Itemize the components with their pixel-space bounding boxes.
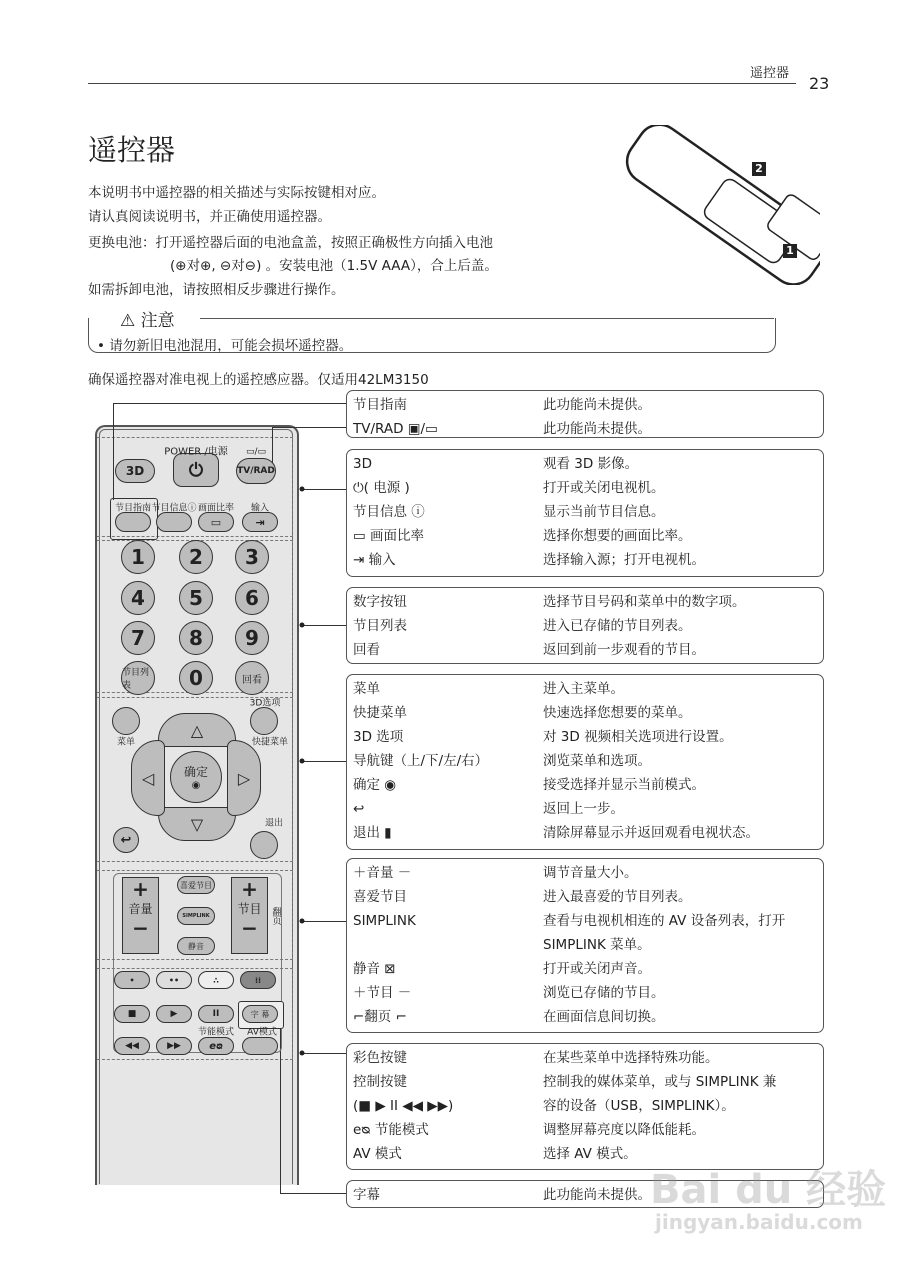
key-name: (■ ▶ II ◀◀ ▶▶) — [353, 1098, 454, 1114]
input-button[interactable] — [242, 512, 278, 532]
play-icon: ▶ — [170, 1009, 178, 1019]
connector-dot — [300, 487, 305, 492]
key-name: ＋音量 － — [353, 865, 412, 881]
table-row — [353, 524, 823, 548]
right-arrow-icon: ▷ — [237, 768, 251, 788]
table-power — [346, 449, 824, 577]
exit-button[interactable] — [250, 831, 278, 859]
input-icon: ⇥ — [255, 515, 265, 529]
connector-line — [272, 427, 346, 428]
key-name: 确定 ◉ — [353, 777, 397, 793]
key-name: 菜单 — [353, 681, 380, 697]
stop-icon: ■ — [127, 1009, 137, 1019]
tv-rad-button[interactable]: TV/RAD — [236, 458, 276, 484]
warning-icon: ⚠ — [120, 311, 141, 331]
key-description: 显示当前节目信息。 — [543, 504, 665, 520]
key-description: 进入主菜单。 — [543, 681, 624, 697]
table-row — [353, 417, 823, 441]
key-name: 静音 ⊠ — [353, 961, 396, 977]
number-button-5[interactable]: 5 — [179, 581, 213, 615]
caution-rule — [200, 318, 774, 319]
table-row — [353, 725, 823, 749]
table-control — [346, 1043, 824, 1170]
caution-title: 注意 — [140, 311, 175, 331]
connector-dot — [300, 1051, 305, 1056]
power-button[interactable] — [173, 453, 219, 487]
connector-line — [113, 403, 346, 404]
connector-dot — [300, 623, 305, 628]
nav-right-button[interactable] — [227, 740, 261, 816]
key-description: 对 3D 视频相关选项进行设置。 — [543, 729, 733, 745]
table-row — [353, 677, 823, 701]
header-rule — [88, 83, 796, 84]
info-label: 节目信息ⓘ — [151, 503, 197, 514]
fast-forward-button[interactable] — [156, 1037, 192, 1055]
key-description: 选择输入源；打开电视机。 — [543, 552, 705, 568]
pause-icon: II — [212, 1009, 220, 1019]
key-description: 此功能尚未提供。 — [543, 397, 651, 413]
connector-dot — [300, 919, 305, 924]
ratio-label: 画面比率 — [197, 503, 235, 514]
connector-line — [302, 1053, 346, 1054]
table-navigation — [346, 674, 824, 850]
table-row — [353, 981, 823, 1005]
guide-label: 节目指南 — [114, 503, 152, 514]
key-name: 退出 ▮ — [353, 825, 392, 841]
ok-dot-icon: ◉ — [191, 780, 201, 791]
table-row — [353, 1005, 823, 1029]
header-section: 遥控器 — [750, 66, 790, 81]
av-mode-label: AV模式 — [247, 1027, 277, 1038]
key-name: 节目列表 — [353, 618, 407, 634]
key-name: TV/RAD ▣/▭ — [353, 421, 438, 437]
key-name: AV 模式 — [353, 1146, 402, 1162]
watermark-url: jingyan.baidu.com — [655, 1210, 863, 1234]
guide-button[interactable] — [115, 512, 151, 532]
table-row — [353, 500, 823, 524]
volume-rocker[interactable]: + 音量 − — [122, 877, 159, 954]
down-arrow-icon: ▽ — [190, 814, 204, 834]
table-row — [353, 1094, 823, 1118]
table-row — [353, 476, 823, 500]
table-row — [353, 861, 823, 885]
menu-button[interactable] — [112, 707, 140, 735]
ok-label: 确定 — [183, 765, 208, 779]
nav-up-button[interactable] — [158, 713, 236, 747]
table-row — [353, 638, 823, 662]
connector-line — [302, 761, 346, 762]
table-volume — [346, 858, 824, 1033]
left-arrow-icon: ◁ — [141, 768, 155, 788]
table-row — [353, 1070, 823, 1094]
connector-line — [302, 489, 346, 490]
number-button-4[interactable]: 4 — [121, 581, 155, 615]
flashback-button[interactable]: 回看 — [235, 661, 269, 695]
key-description: 选择节目号码和菜单中的数字项。 — [543, 594, 746, 610]
caution-heading — [120, 306, 175, 331]
fast-forward-icon: ▶▶ — [167, 1041, 181, 1051]
input-label: 输入 — [250, 503, 270, 514]
simplink-button[interactable]: SIMPLINK — [177, 907, 215, 925]
table-numbers — [346, 587, 824, 664]
number-button-0[interactable]: 0 — [179, 661, 213, 695]
table-row — [353, 393, 823, 417]
key-description: 查看与电视机相连的 AV 设备列表，打开 — [543, 913, 786, 929]
key-description: 调整屏幕亮度以降低能耗。 — [543, 1122, 705, 1138]
number-button-9[interactable]: 9 — [235, 621, 269, 655]
key-description: 打开或关闭电视机。 — [543, 480, 665, 496]
table-row — [353, 957, 823, 981]
table-row — [353, 1046, 823, 1070]
favorite-button[interactable]: 喜爱节目 — [177, 876, 215, 894]
key-name: ＋节目 － — [353, 985, 412, 1001]
table-row — [353, 749, 823, 773]
exit-label: 退出 — [264, 818, 284, 829]
key-name: 字幕 — [353, 1187, 380, 1203]
menu-label: 菜单 — [116, 737, 136, 748]
key-name — [353, 933, 543, 957]
number-button-6[interactable]: 6 — [235, 581, 269, 615]
key-description: 快速选择您想要的菜单。 — [543, 705, 692, 721]
intro-line: 更换电池：打开遥控器后面的电池盒盖，按照正确极性方向插入电池 — [88, 235, 493, 251]
key-description: 在某些菜单中选择特殊功能。 — [543, 1050, 719, 1066]
av-mode-button[interactable] — [242, 1037, 278, 1055]
pause-button[interactable] — [198, 1005, 234, 1023]
rewind-icon: ◀◀ — [125, 1041, 139, 1051]
key-name: ↩ — [353, 801, 365, 817]
key-name: ⇥ 输入 — [353, 552, 396, 568]
red-button[interactable]: • — [114, 971, 150, 989]
step-1-badge: 1 — [783, 244, 797, 258]
ok-button[interactable] — [170, 751, 222, 803]
key-description: 此功能尚未提供。 — [543, 1187, 651, 1203]
yellow-button[interactable]: ∴ — [198, 971, 234, 989]
page-number: 23 — [809, 74, 830, 93]
quick-menu-label: 快捷菜单 — [251, 737, 289, 748]
key-description: 观看 3D 影像。 — [543, 456, 639, 472]
key-name: 3D — [353, 456, 372, 472]
table-row — [353, 773, 823, 797]
key-description: 容的设备（USB，SIMPLINK）。 — [543, 1098, 735, 1114]
channel-label: 节目 — [237, 902, 262, 916]
tv-radio-icon: ▭/▭ — [245, 447, 267, 457]
key-description: 返回上一步。 — [543, 801, 624, 817]
intro-line: 请认真阅读说明书，并正确使用遥控器。 — [88, 209, 331, 225]
key-name: eᴓ 节能模式 — [353, 1122, 429, 1138]
back-button[interactable] — [113, 827, 139, 853]
key-description: SIMPLINK 菜单。 — [543, 937, 651, 953]
blue-button[interactable]: ⁞⁞ — [240, 971, 276, 989]
eco-label: 节能模式 — [197, 1027, 235, 1038]
nav-down-button[interactable] — [158, 807, 236, 841]
table-guide — [346, 390, 824, 438]
table-row — [353, 909, 823, 933]
play-button[interactable] — [156, 1005, 192, 1023]
key-description: 浏览已存储的节目。 — [543, 985, 665, 1001]
step-2-badge: 2 — [752, 162, 766, 176]
table-row — [353, 701, 823, 725]
key-name: ⌐翻页 ⌐ — [353, 1009, 407, 1025]
key-description: 控制我的媒体菜单，或与 SIMPLINK 兼 — [543, 1074, 777, 1090]
table-row — [353, 590, 823, 614]
key-description: 打开或关闭声音。 — [543, 961, 651, 977]
info-button[interactable] — [156, 512, 192, 532]
connector-dot — [300, 759, 305, 764]
key-name: 导航键（上/下/左/右） — [353, 753, 489, 769]
connector-line — [302, 921, 346, 922]
key-name: 数字按钮 — [353, 594, 407, 610]
table-row — [353, 885, 823, 909]
table-row — [353, 933, 823, 957]
3d-button[interactable]: 3D — [115, 459, 155, 483]
caution-item: 请勿新旧电池混用，可能会损坏遥控器。 — [109, 338, 353, 354]
energy-saving-button[interactable]: eᴓ — [198, 1037, 234, 1055]
key-description: 选择 AV 模式。 — [543, 1146, 637, 1162]
channel-list-button[interactable]: 节目列表 — [121, 661, 155, 695]
ratio-button[interactable] — [198, 512, 234, 532]
number-button-2[interactable]: 2 — [179, 540, 213, 574]
table-row — [353, 1118, 823, 1142]
key-name: 节目指南 — [353, 397, 407, 413]
key-name: 喜爱节目 — [353, 889, 407, 905]
power-label: POWER /电源 — [164, 446, 228, 458]
3d-option-label: 3D选项 — [249, 698, 281, 709]
key-description: 调节音量大小。 — [543, 865, 638, 881]
key-name: 回看 — [353, 642, 380, 658]
key-description: 浏览菜单和选项。 — [543, 753, 651, 769]
key-description: 清除屏幕显示并返回观看电视状态。 — [543, 825, 759, 841]
connector-line — [113, 403, 114, 500]
key-name: 彩色按键 — [353, 1050, 407, 1066]
key-description: 在画面信息间切换。 — [543, 1009, 665, 1025]
key-name: ⏻( 电源 ) — [353, 480, 410, 496]
table-row — [353, 452, 823, 476]
subtitle-button[interactable]: 字 幕 — [242, 1005, 278, 1023]
green-button[interactable]: •• — [156, 971, 192, 989]
up-arrow-icon: △ — [190, 720, 204, 740]
connector-line — [280, 1193, 346, 1194]
page-label: 翻页 — [270, 907, 281, 925]
page-title: 遥控器 — [88, 133, 176, 167]
key-name: 快捷菜单 — [353, 705, 407, 721]
key-description: 接受选择并显示当前模式。 — [543, 777, 705, 793]
quick-menu-button[interactable] — [250, 707, 278, 735]
battery-cover-illustration — [620, 125, 820, 285]
rewind-button[interactable] — [114, 1037, 150, 1055]
ratio-icon: ▭ — [210, 515, 222, 529]
number-button-7[interactable]: 7 — [121, 621, 155, 655]
intro-line: 如需拆卸电池，请按照相反步骤进行操作。 — [88, 282, 345, 298]
connector-line — [272, 427, 273, 465]
intro-line: 本说明书中遥控器的相关描述与实际按键相对应。 — [88, 185, 385, 201]
table-row — [353, 821, 823, 845]
sensor-note: 确保遥控器对准电视上的遥控感应器。仅适用42LM3150 — [88, 372, 429, 388]
table-row — [353, 797, 823, 821]
key-name: 控制按键 — [353, 1074, 407, 1090]
back-icon: ↩ — [120, 832, 132, 848]
stop-button[interactable] — [114, 1005, 150, 1023]
key-description: 进入最喜爱的节目列表。 — [543, 889, 692, 905]
caution-text: • 请勿新旧电池混用，可能会损坏遥控器。 — [97, 338, 353, 354]
key-name: ▭ 画面比率 — [353, 528, 425, 544]
key-name: SIMPLINK — [353, 913, 416, 929]
key-description: 进入已存储的节目列表。 — [543, 618, 692, 634]
volume-label: 音量 — [128, 902, 153, 916]
key-name: 3D 选项 — [353, 729, 404, 745]
power-icon: ⏻ — [188, 459, 204, 481]
nav-left-button[interactable] — [131, 740, 165, 816]
intro-line: (⊕对⊕, ⊖对⊖) 。安装电池（1.5V AAA），合上后盖。 — [170, 258, 498, 274]
mute-button[interactable]: 静音 — [177, 937, 215, 955]
connector-line — [302, 625, 346, 626]
number-button-1[interactable]: 1 — [121, 540, 155, 574]
channel-rocker[interactable]: + 节目 − — [231, 877, 268, 954]
number-button-3[interactable]: 3 — [235, 540, 269, 574]
key-description: 选择你想要的画面比率。 — [543, 528, 692, 544]
number-button-8[interactable]: 8 — [179, 621, 213, 655]
key-name: 节目信息 ⓘ — [353, 504, 425, 520]
key-description: 此功能尚未提供。 — [543, 421, 651, 437]
table-row — [353, 548, 823, 572]
table-row — [353, 614, 823, 638]
watermark-logo: Bai du 经验 — [650, 1167, 887, 1213]
key-description: 返回到前一步观看的节目。 — [543, 642, 705, 658]
